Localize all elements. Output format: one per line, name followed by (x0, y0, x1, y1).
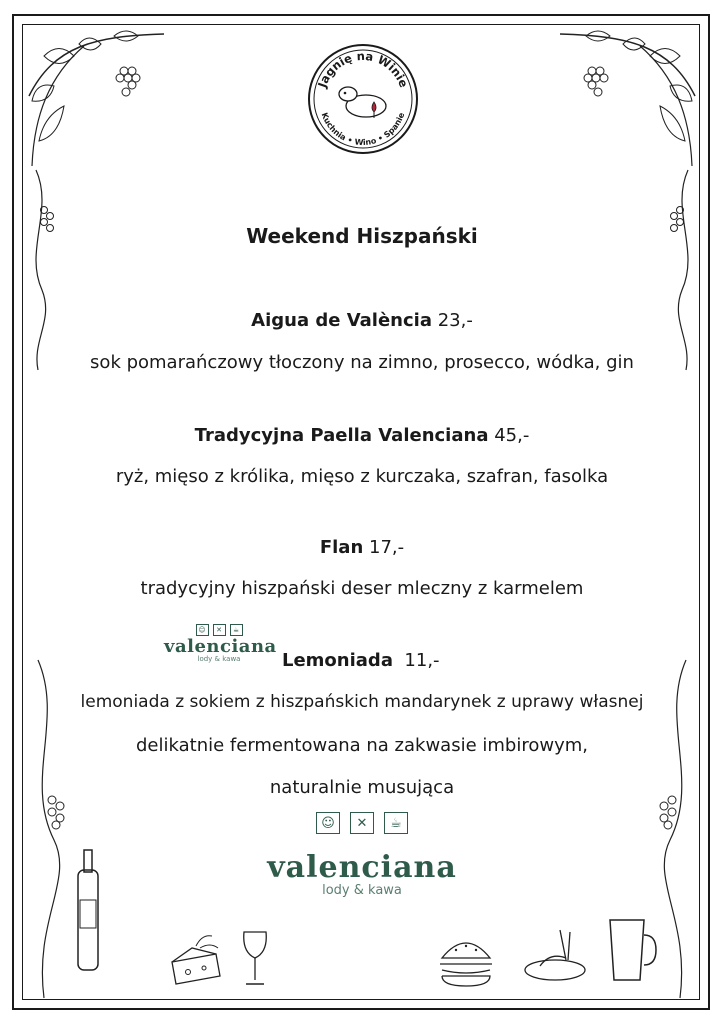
cheese-illustration-icon (166, 932, 226, 992)
menu-item-lemoniada (282, 650, 482, 671)
brand-icon-row (164, 624, 274, 636)
item-price: 23,- (437, 310, 473, 331)
valenciana-small-logo (164, 624, 277, 663)
item-price: 17,- (369, 537, 405, 558)
menu-item-flan (0, 537, 724, 558)
valenciana-logo (254, 812, 470, 898)
item-description-line: naturalnie musująca (269, 777, 455, 798)
item-description: tradycyjny hiszpański deser mleczny z karmelem (140, 578, 584, 599)
jagnie-na-winie-seal (306, 42, 420, 156)
brand-name-small: valenciana (164, 636, 277, 657)
brand-tagline: lody & kawa (322, 883, 402, 898)
seal-tagline: Kuchnia • Wino • Spanie (319, 111, 407, 148)
item-price: 11,- (404, 650, 440, 671)
ornament-left-side-icon (24, 170, 64, 370)
item-name: Flan (319, 537, 364, 558)
item-price: 45,- (494, 425, 530, 446)
item-description-line: delikatnie fermentowana na zakwasie imbirowym, (136, 735, 588, 756)
item-name: Tradycyjna Paella Valenciana (194, 425, 489, 446)
ornament-right-side-icon (660, 170, 700, 370)
brand-tagline-small: lody & kawa (197, 655, 241, 663)
item-description: ryż, mięso z królika, mięso z kurczaka, szafran, fasolka (115, 466, 609, 487)
menu-item-aigua (0, 310, 724, 331)
ice-cream-icon: ☺ (196, 624, 209, 636)
ice-cream-icon: ☺ (316, 812, 340, 834)
menu-title: Weekend Hiszpański (246, 224, 478, 248)
wine-glass-illustration-icon (240, 928, 270, 988)
seal-name: Jagnię na Winie (315, 48, 411, 90)
item-name: Lemoniada (282, 650, 393, 671)
brand-icon-row (254, 812, 470, 834)
leaf-cross-icon: ✕ (350, 812, 374, 834)
item-name: Aigua de València (251, 310, 432, 331)
burger-illustration-icon (436, 934, 496, 990)
ornament-top-left-icon (24, 26, 174, 176)
leaf-cross-icon: ✕ (213, 624, 226, 636)
coffee-cup-icon: ☕ (230, 624, 243, 636)
item-description: sok pomarańczowy tłoczony na zimno, prosecco, wódka, gin (90, 352, 634, 373)
brand-name: valenciana (267, 850, 457, 885)
plate-illustration-icon (520, 926, 590, 986)
ornament-top-right-icon (550, 26, 700, 176)
menu-item-paella (0, 425, 724, 446)
coffee-cup-icon: ☕ (384, 812, 408, 834)
item-description-line: lemoniada z sokiem z hiszpańskich mandarynek z uprawy własnej (80, 692, 644, 712)
